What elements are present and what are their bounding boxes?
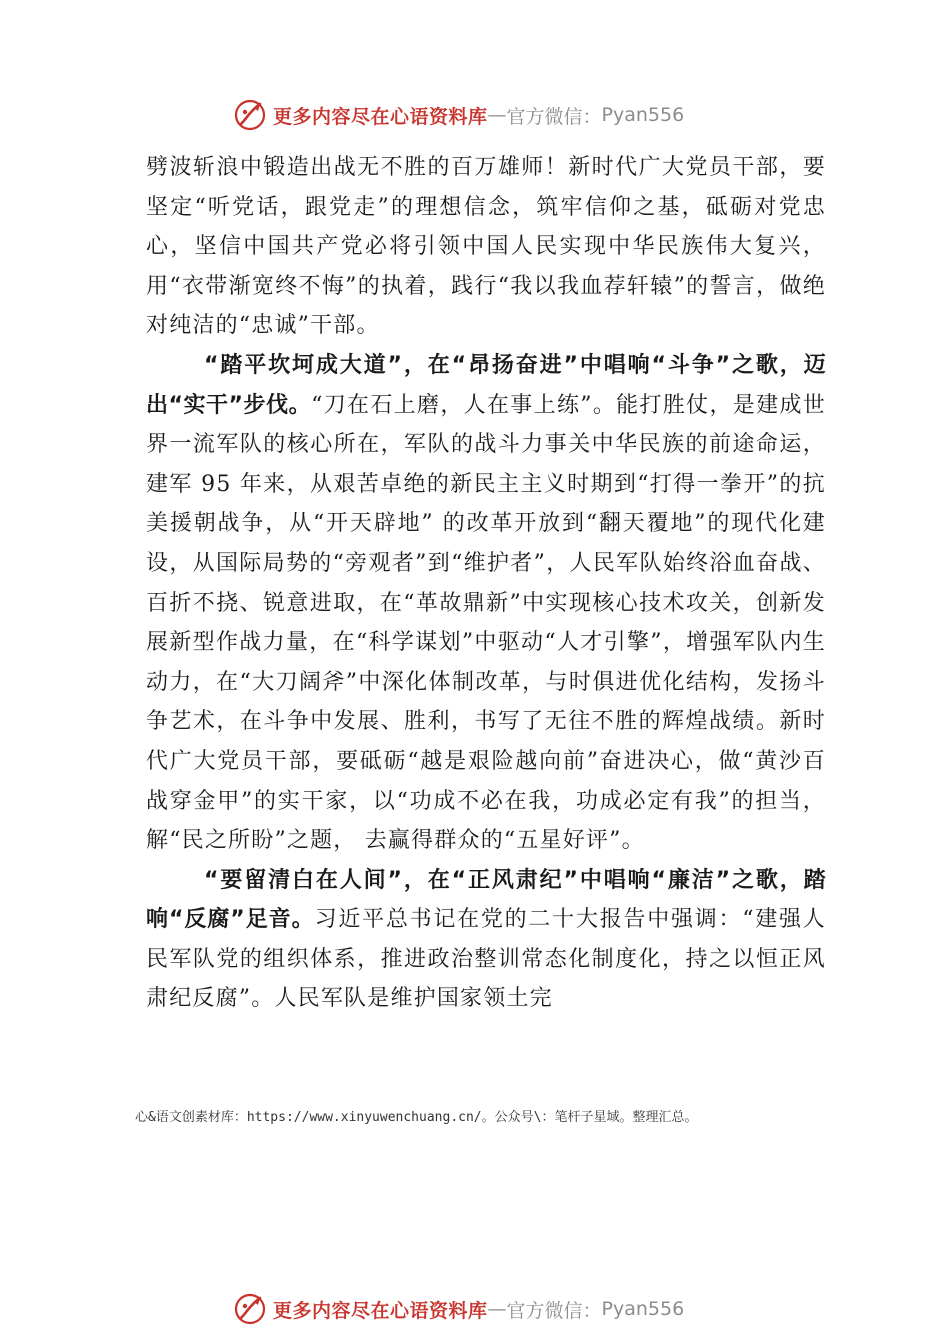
paragraph-2-heading: “踏平坎坷成大道”，在“昂扬奋进”中唱响“斗争”之歌，迈出“实干”步伐。: [146, 352, 826, 418]
wechat-label: 官方微信：: [506, 105, 602, 128]
brand-dash: —: [487, 1298, 507, 1320]
document-body: [146, 148, 826, 1019]
paragraph-1: [146, 148, 826, 346]
brand-logo-icon: [233, 1292, 267, 1326]
wechat-id: Pyan556: [601, 1298, 685, 1320]
paragraph-2-text: “刀在石上磨，人在事上练”。能打胜仗，是建成世界一流军队的核心所在，军队的战斗力事关中华民族的前途命运，建军 95 年来，从艰苦卓绝的新民主主义时期到“打得一拳开”的抗美援朝战争，从“开天辟地” 的改革开放到“翻天覆地”的现代化建设，从国际局势的“旁观者”到“维护者”，人民军队始终浴血奋战、百折不挠、锐意进取，在“革故鼎新”中实现核心技术攻关，创新发展新型作战力量，在“科学谋划”中驱动“人才引擎”，增强军队内生动力，在“大刀阔斧”中深化体制改革，与时俱进优化结构，发扬斗争艺术，在斗争中发展、胜利，书写了无往不胜的辉煌战绩。新时代广大党员干部，要砥砺“越是艰险越向前”奋进决心，做“黄沙百战穿金甲”的实干家，以“功成不必在我，功成必定有我”的担当，解“民之所盼”之题， 去赢得群众的“五星好评”。: [146, 392, 826, 854]
paragraph-3: [146, 861, 826, 1019]
header-banner: [233, 97, 684, 133]
footer-source-note: 心&语文创素材库：https://www.xinyuwenchuang.cn/。公众号\：笔杆子星域。整理汇总。: [135, 1110, 698, 1125]
brand-logo-icon: [233, 98, 267, 132]
paragraph-1-text: 劈波斩浪中锻造出战无不胜的百万雄师！新时代广大党员干部，要坚定“听党话，跟党走”的理想信念，筑牢信仰之基，砥砺对党忠心，坚信中国共产党必将引领中国人民实现中华民族伟大复兴，用“衣带渐宽终不悔”的执着，践行“我以我血荐轩辕”的誓言，做绝对纯洁的“忠诚”干部。: [146, 155, 826, 339]
paragraph-3-text: 习近平总书记在党的二十大报告中强调：“建强人民军队党的组织体系，推进政治整训常态化制度化，持之以恒正风肃纪反腐”。人民军队是维护国家领土完: [146, 907, 826, 1012]
paragraph-3-heading: “要留清白在人间”，在“正风肃纪”中唱响“廉洁”之歌，踏响“反腐”足音。: [146, 867, 826, 933]
wechat-id: Pyan556: [601, 104, 685, 126]
brand-text: 更多内容尽在心语资料库: [273, 105, 488, 128]
wechat-label: 官方微信：: [506, 1299, 602, 1322]
brand-text: 更多内容尽在心语资料库: [273, 1299, 488, 1322]
paragraph-2: [146, 346, 826, 861]
footer-banner: [233, 1291, 684, 1327]
brand-dash: —: [487, 104, 507, 126]
